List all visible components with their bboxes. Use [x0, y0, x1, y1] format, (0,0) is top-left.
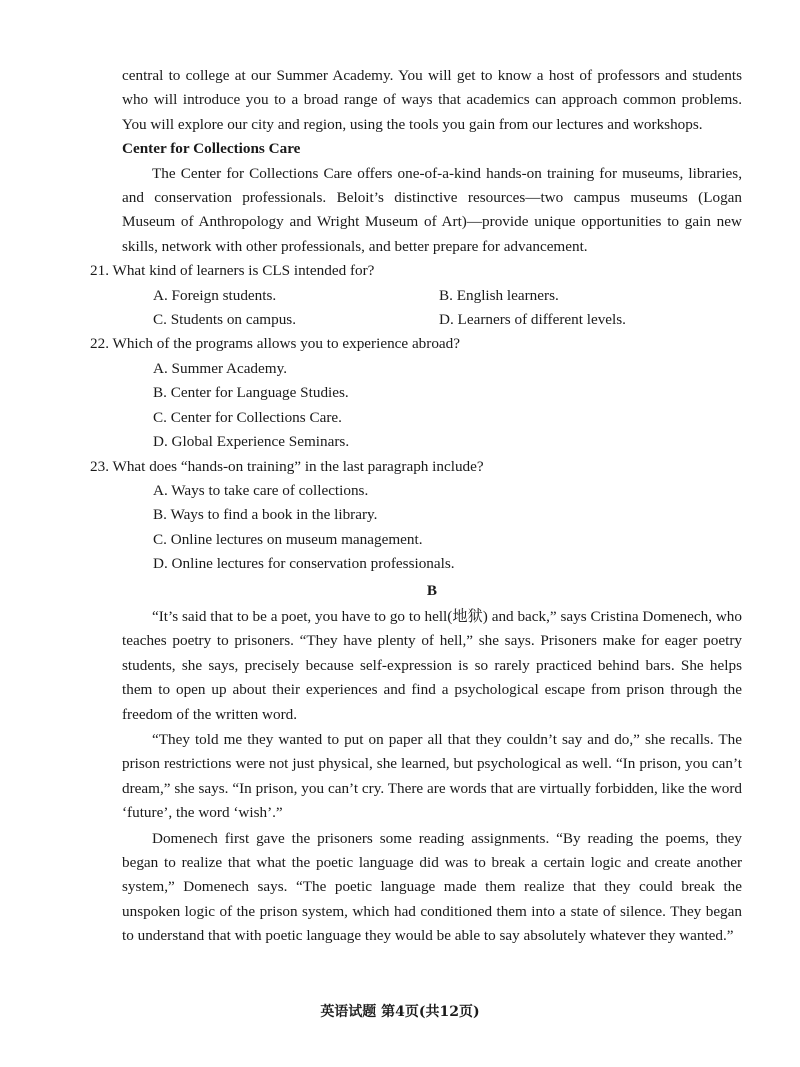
options	[122, 284, 742, 333]
option-d: D. Global Experience Seminars.	[153, 433, 350, 451]
passage-paragraph-2: “They told me they wanted to put on paper all that they couldn’t say and do,” she recalls. The prison restrictions were not just physical, she learned, but psychological as well. “In prison, you can’t dream,” she says. “In prison, you can’t cry. There are words that are virtually forbidden, like the word ‘future’, the word ‘wish’.”	[122, 730, 742, 822]
option-b: B. Ways to find a book in the library.	[153, 506, 378, 524]
option-c: C. Students on campus.	[153, 311, 297, 329]
passage-paragraph-3: Domenech first gave the prisoners some reading assignments. “By reading the poems, they began to realize that what the poetic language did was to break a certain logic and create another system,” Domenech says. “The poetic language made them realize that they could break the unspoken logic of the prison system, which had conditioned them into a state of silence. They began to understand that with poetic language they would be able to say absolutely whatever they wanted.”	[122, 829, 742, 945]
option-b: B. Center for Language Studies.	[153, 384, 349, 402]
passage-b	[122, 605, 742, 949]
question-stem: 21. What kind of learners is CLS intended for?	[90, 262, 375, 280]
option-c: C. Online lectures on museum management.	[153, 530, 423, 548]
option-b: B. English learners.	[439, 286, 559, 304]
option-a: A. Foreign students.	[153, 286, 277, 304]
ccc-heading: Center for Collections Care	[122, 140, 301, 158]
option-d: D. Learners of different levels.	[439, 311, 626, 329]
ccc-paragraph: The Center for Collections Care offers one-of-a-kind hands-on training for museums, libraries, and conservation professionals. Beloit’s distinctive resources—two campus museums (Logan Museum of Anthropology and Wright Museum of Art)—provide unique opportunities to gain new skills, network with other professionals, and better prepare for advancement.	[122, 164, 742, 255]
question-stem: 22. Which of the programs allows you to experience abroad?	[90, 335, 461, 353]
question-23	[90, 455, 742, 577]
option-c: C. Center for Collections Care.	[153, 408, 342, 426]
intro-paragraph: central to college at our Summer Academy. You will get to know a host of professors and students who will introduce you to a broad range of ways that academics can approach common problems. You will explore our city and region, using the tools you gain from our lectures and workshops.	[122, 67, 742, 133]
option-a: A. Summer Academy.	[153, 359, 287, 377]
option-d: D. Online lectures for conservation professionals.	[153, 555, 455, 573]
question-21	[90, 259, 742, 332]
question-stem: 23. What does “hands-on training” in the last paragraph include?	[90, 457, 484, 475]
section-b-title: B	[426, 581, 438, 599]
page-footer: 英语试题 第4页(共12页)	[320, 1004, 480, 1020]
question-22	[90, 332, 742, 454]
passage-paragraph-1: “It’s said that to be a poet, you have to go to hell(地狱) and back,” says Cristina Domenech, who teaches poetry to prisoners. “They have plenty of hell,” she says. Prisoners make for eager poetry students, she says, precisely because self-expression is so rarely practiced behind bars. She helps them to open up about their experiences and find a psychological escape from prison through the freedom of the written word.	[122, 607, 742, 723]
option-a: A. Ways to take care of collections.	[153, 481, 369, 499]
